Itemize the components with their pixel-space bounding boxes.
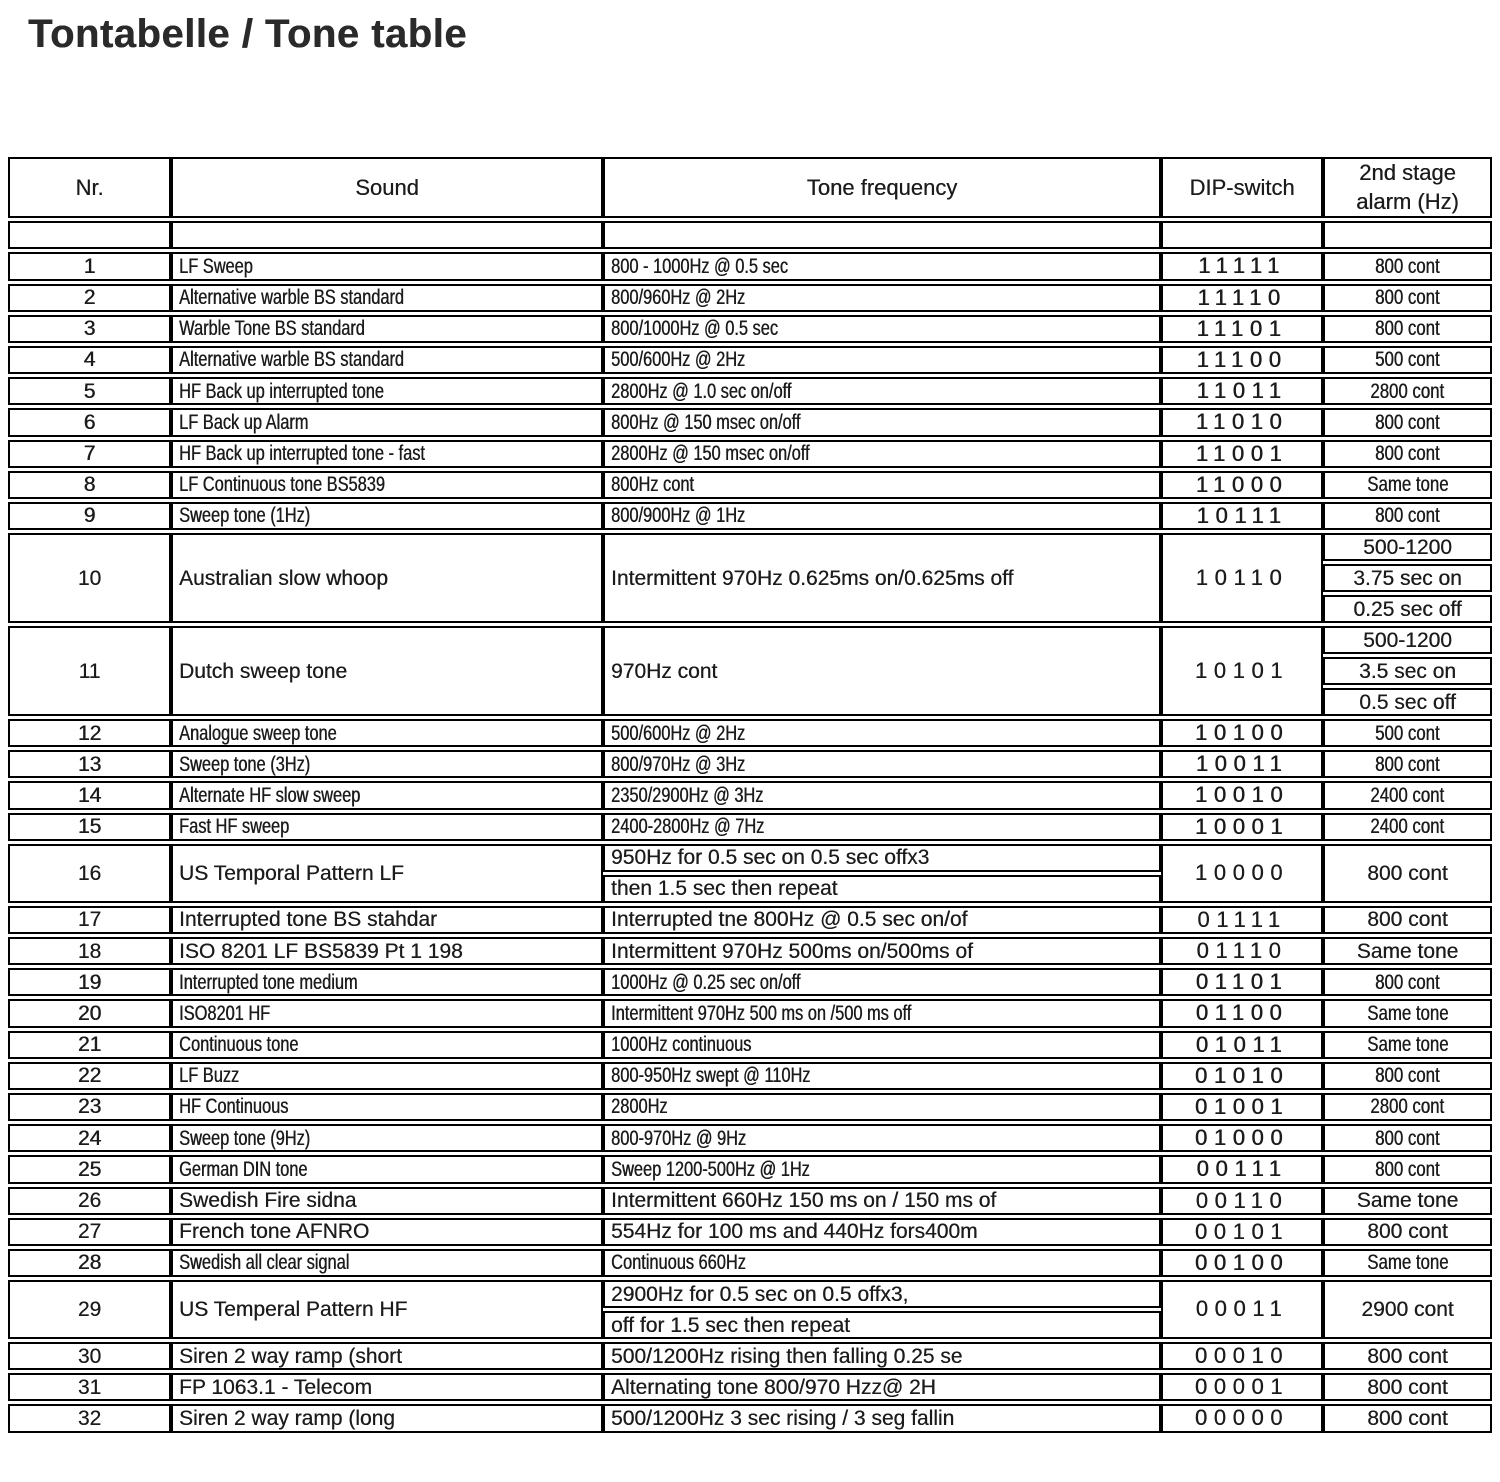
cell-nr: 26 — [8, 1187, 171, 1215]
cell-alarm: Same tone — [1323, 471, 1492, 499]
cell-alarm: 800 cont — [1323, 1062, 1492, 1090]
cell-nr: 25 — [8, 1155, 171, 1183]
cell-freq: 1000Hz @ 0.25 sec on/off — [603, 968, 1161, 996]
cell-nr: 2 — [8, 284, 171, 312]
page-title: Tontabelle / Tone table — [28, 12, 467, 56]
cell-sound: LF Buzz — [171, 1062, 603, 1090]
cell-nr: 32 — [8, 1404, 171, 1432]
cell-dip: 10000 — [1161, 844, 1323, 903]
header-row — [8, 157, 1492, 218]
cell-freq: off for 1.5 sec then repeat — [603, 1311, 1161, 1339]
cell-sound: Fast HF sweep — [171, 813, 603, 841]
cell-dip: 01110 — [1161, 937, 1323, 965]
cell-nr: 19 — [8, 968, 171, 996]
cell-sound — [171, 221, 603, 249]
cell-nr: 31 — [8, 1373, 171, 1401]
cell-freq: 554Hz for 100 ms and 440Hz fors400m — [603, 1218, 1161, 1246]
table-row — [8, 533, 1492, 561]
cell-alarm: 2400 cont — [1323, 781, 1492, 809]
cell-dip: 10010 — [1161, 781, 1323, 809]
cell-nr: 29 — [8, 1280, 171, 1339]
cell-freq: 500/1200Hz 3 sec rising / 3 seg fallin — [603, 1404, 1161, 1432]
cell-dip: 11000 — [1161, 471, 1323, 499]
cell-alarm: Same tone — [1323, 1187, 1492, 1215]
table-row — [8, 1280, 1492, 1308]
cell-dip: 10110 — [1161, 533, 1323, 623]
cell-dip — [1161, 221, 1323, 249]
cell-alarm: 800 cont — [1323, 440, 1492, 468]
cell-freq: 500/600Hz @ 2Hz — [603, 346, 1161, 374]
cell-alarm: 800 cont — [1323, 906, 1492, 934]
table-row — [8, 1062, 1492, 1090]
header-dip-switch: DIP-switch — [1161, 157, 1323, 218]
cell-nr: 6 — [8, 408, 171, 436]
cell-dip: 00100 — [1161, 1249, 1323, 1277]
cell-sound: Australian slow whoop — [171, 533, 603, 623]
table-row — [8, 1093, 1492, 1121]
header-2nd-stage-alarm — [1323, 157, 1492, 218]
cell-nr: 5 — [8, 377, 171, 405]
cell-dip: 00011 — [1161, 1280, 1323, 1339]
cell-dip: 01101 — [1161, 968, 1323, 996]
cell-nr: 17 — [8, 906, 171, 934]
table-row — [8, 252, 1492, 280]
cell-alarm: 500 cont — [1323, 719, 1492, 747]
cell-sound: Sweep tone (9Hz) — [171, 1124, 603, 1152]
cell-sound: HF Back up interrupted tone — [171, 377, 603, 405]
table-row — [8, 1187, 1492, 1215]
cell-freq: 970Hz cont — [603, 626, 1161, 716]
table-row — [8, 813, 1492, 841]
cell-nr: 9 — [8, 502, 171, 530]
header-alarm-line1: 2nd stage — [1359, 160, 1456, 185]
cell-dip: 11001 — [1161, 440, 1323, 468]
cell-freq: 2800Hz @ 1.0 sec on/off — [603, 377, 1161, 405]
cell-alarm: 800 cont — [1323, 1124, 1492, 1152]
cell-freq: 2800Hz @ 150 msec on/off — [603, 440, 1161, 468]
cell-nr: 8 — [8, 471, 171, 499]
cell-dip: 01010 — [1161, 1062, 1323, 1090]
tone-table — [8, 154, 1492, 1436]
cell-nr: 7 — [8, 440, 171, 468]
cell-freq: 2400-2800Hz @ 7Hz — [603, 813, 1161, 841]
cell-freq: Interrupted tne 800Hz @ 0.5 sec on/of — [603, 906, 1161, 934]
header-sound: Sound — [171, 157, 603, 218]
cell-alarm: 800 cont — [1323, 1218, 1492, 1246]
header-nr: Nr. — [8, 157, 171, 218]
cell-dip: 01001 — [1161, 1093, 1323, 1121]
cell-freq: 800Hz @ 150 msec on/off — [603, 408, 1161, 436]
cell-freq: 800/970Hz @ 3Hz — [603, 750, 1161, 778]
cell-freq: 800-950Hz swept @ 110Hz — [603, 1062, 1161, 1090]
cell-freq: 950Hz for 0.5 sec on 0.5 sec offx3 — [603, 844, 1161, 872]
cell-alarm: Same tone — [1323, 1249, 1492, 1277]
table-row — [8, 284, 1492, 312]
table-row — [8, 999, 1492, 1027]
cell-alarm: 3.5 sec on — [1323, 657, 1492, 685]
cell-dip: 10100 — [1161, 719, 1323, 747]
cell-alarm: 800 cont — [1323, 284, 1492, 312]
cell-alarm: 2800 cont — [1323, 1093, 1492, 1121]
cell-freq: Intermittent 970Hz 500ms on/500ms of — [603, 937, 1161, 965]
cell-dip: 11010 — [1161, 408, 1323, 436]
table-row — [8, 502, 1492, 530]
cell-nr: 18 — [8, 937, 171, 965]
cell-nr: 11 — [8, 626, 171, 716]
cell-nr: 15 — [8, 813, 171, 841]
cell-dip: 10001 — [1161, 813, 1323, 841]
cell-sound: LF Continuous tone BS5839 — [171, 471, 603, 499]
cell-freq: 500/1200Hz rising then falling 0.25 se — [603, 1342, 1161, 1370]
cell-sound: Alternative warble BS standard — [171, 346, 603, 374]
cell-dip: 11011 — [1161, 377, 1323, 405]
cell-dip: 01000 — [1161, 1124, 1323, 1152]
cell-sound: ISO8201 HF — [171, 999, 603, 1027]
cell-dip: 00110 — [1161, 1187, 1323, 1215]
cell-freq: Sweep 1200-500Hz @ 1Hz — [603, 1155, 1161, 1183]
cell-sound: Sweep tone (3Hz) — [171, 750, 603, 778]
cell-nr: 14 — [8, 781, 171, 809]
table-row — [8, 1155, 1492, 1183]
cell-nr — [8, 221, 171, 249]
cell-alarm — [1323, 221, 1492, 249]
cell-sound: Sweep tone (1Hz) — [171, 502, 603, 530]
cell-sound: Swedish Fire sidna — [171, 1187, 603, 1215]
cell-alarm: Same tone — [1323, 937, 1492, 965]
cell-sound: Analogue sweep tone — [171, 719, 603, 747]
cell-alarm: 800 cont — [1323, 252, 1492, 280]
cell-dip: 11110 — [1161, 284, 1323, 312]
cell-dip: 00101 — [1161, 1218, 1323, 1246]
cell-alarm: Same tone — [1323, 1031, 1492, 1059]
cell-nr: 28 — [8, 1249, 171, 1277]
table-row — [8, 937, 1492, 965]
cell-alarm: 800 cont — [1323, 1404, 1492, 1432]
cell-freq: Intermittent 970Hz 500 ms on /500 ms off — [603, 999, 1161, 1027]
table-row — [8, 1342, 1492, 1370]
cell-sound: Alternate HF slow sweep — [171, 781, 603, 809]
cell-freq: 800-970Hz @ 9Hz — [603, 1124, 1161, 1152]
cell-freq: then 1.5 sec then repeat — [603, 875, 1161, 903]
cell-sound: US Temporal Pattern LF — [171, 844, 603, 903]
cell-sound: HF Back up interrupted tone - fast — [171, 440, 603, 468]
cell-alarm: 800 cont — [1323, 502, 1492, 530]
cell-alarm: 0.5 sec off — [1323, 688, 1492, 716]
cell-freq: Alternating tone 800/970 Hzz@ 2H — [603, 1373, 1161, 1401]
table-row — [8, 471, 1492, 499]
cell-alarm: 800 cont — [1323, 1342, 1492, 1370]
cell-sound: Swedish all clear signal — [171, 1249, 603, 1277]
cell-sound: FP 1063.1 - Telecom — [171, 1373, 603, 1401]
cell-freq: 1000Hz continuous — [603, 1031, 1161, 1059]
cell-dip: 01111 — [1161, 906, 1323, 934]
blank-row — [8, 221, 1492, 249]
table-row — [8, 1373, 1492, 1401]
cell-alarm: 500-1200 — [1323, 533, 1492, 561]
table-row — [8, 750, 1492, 778]
header-tone-frequency: Tone frequency — [603, 157, 1161, 218]
cell-sound: Interrupted tone BS stahdar — [171, 906, 603, 934]
cell-sound: German DIN tone — [171, 1155, 603, 1183]
table-row — [8, 1031, 1492, 1059]
table-row — [8, 1218, 1492, 1246]
cell-sound: Dutch sweep tone — [171, 626, 603, 716]
cell-nr: 13 — [8, 750, 171, 778]
cell-sound: US Temperal Pattern HF — [171, 1280, 603, 1339]
cell-nr: 22 — [8, 1062, 171, 1090]
cell-dip: 01100 — [1161, 999, 1323, 1027]
cell-dip: 00001 — [1161, 1373, 1323, 1401]
cell-freq: 800/1000Hz @ 0.5 sec — [603, 315, 1161, 343]
cell-sound: Siren 2 way ramp (short — [171, 1342, 603, 1370]
cell-alarm: 800 cont — [1323, 750, 1492, 778]
cell-nr: 16 — [8, 844, 171, 903]
cell-dip: 00111 — [1161, 1155, 1323, 1183]
table-row — [8, 315, 1492, 343]
cell-dip: 11111 — [1161, 252, 1323, 280]
cell-dip: 10011 — [1161, 750, 1323, 778]
cell-alarm: 500 cont — [1323, 346, 1492, 374]
cell-nr: 30 — [8, 1342, 171, 1370]
cell-alarm: 800 cont — [1323, 1373, 1492, 1401]
cell-nr: 23 — [8, 1093, 171, 1121]
cell-alarm: Same tone — [1323, 999, 1492, 1027]
cell-dip: 01011 — [1161, 1031, 1323, 1059]
cell-dip: 11101 — [1161, 315, 1323, 343]
cell-nr: 4 — [8, 346, 171, 374]
cell-dip: 00010 — [1161, 1342, 1323, 1370]
cell-dip: 10111 — [1161, 502, 1323, 530]
cell-sound: Warble Tone BS standard — [171, 315, 603, 343]
cell-alarm: 800 cont — [1323, 844, 1492, 903]
cell-freq: 800 - 1000Hz @ 0.5 sec — [603, 252, 1161, 280]
cell-sound: Continuous tone — [171, 1031, 603, 1059]
cell-alarm: 500-1200 — [1323, 626, 1492, 654]
cell-sound: LF Back up Alarm — [171, 408, 603, 436]
cell-freq: Intermittent 660Hz 150 ms on / 150 ms of — [603, 1187, 1161, 1215]
cell-dip: 00000 — [1161, 1404, 1323, 1432]
cell-dip: 11100 — [1161, 346, 1323, 374]
cell-sound: Alternative warble BS standard — [171, 284, 603, 312]
cell-freq: 800/900Hz @ 1Hz — [603, 502, 1161, 530]
table-row — [8, 377, 1492, 405]
cell-alarm: 2900 cont — [1323, 1280, 1492, 1339]
table-row — [8, 346, 1492, 374]
table-row — [8, 440, 1492, 468]
table-row — [8, 1249, 1492, 1277]
cell-nr: 27 — [8, 1218, 171, 1246]
cell-freq: 800/960Hz @ 2Hz — [603, 284, 1161, 312]
cell-freq: 2900Hz for 0.5 sec on 0.5 offx3, — [603, 1280, 1161, 1308]
cell-alarm: 800 cont — [1323, 408, 1492, 436]
cell-nr: 12 — [8, 719, 171, 747]
cell-sound: Siren 2 way ramp (long — [171, 1404, 603, 1432]
cell-freq: Intermittent 970Hz 0.625ms on/0.625ms off — [603, 533, 1161, 623]
tone-table-body — [8, 221, 1492, 1432]
table-row — [8, 844, 1492, 872]
cell-nr: 20 — [8, 999, 171, 1027]
table-row — [8, 719, 1492, 747]
cell-nr: 3 — [8, 315, 171, 343]
cell-nr: 21 — [8, 1031, 171, 1059]
cell-alarm: 2400 cont — [1323, 813, 1492, 841]
header-alarm-line2: alarm (Hz) — [1356, 188, 1459, 214]
cell-freq: Continuous 660Hz — [603, 1249, 1161, 1277]
cell-freq: 2800Hz — [603, 1093, 1161, 1121]
cell-sound: Interrupted tone medium — [171, 968, 603, 996]
cell-sound: ISO 8201 LF BS5839 Pt 1 198 — [171, 937, 603, 965]
cell-freq: 500/600Hz @ 2Hz — [603, 719, 1161, 747]
cell-freq — [603, 221, 1161, 249]
cell-sound: LF Sweep — [171, 252, 603, 280]
table-row — [8, 781, 1492, 809]
cell-alarm: 0.25 sec off — [1323, 595, 1492, 623]
cell-freq: 2350/2900Hz @ 3Hz — [603, 781, 1161, 809]
cell-dip: 10101 — [1161, 626, 1323, 716]
cell-alarm: 800 cont — [1323, 968, 1492, 996]
cell-alarm: 800 cont — [1323, 1155, 1492, 1183]
cell-alarm: 800 cont — [1323, 315, 1492, 343]
cell-sound: HF Continuous — [171, 1093, 603, 1121]
table-row — [8, 1404, 1492, 1432]
cell-nr: 1 — [8, 252, 171, 280]
table-row — [8, 1124, 1492, 1152]
table-row — [8, 408, 1492, 436]
cell-alarm: 3.75 sec on — [1323, 564, 1492, 592]
cell-freq: 800Hz cont — [603, 471, 1161, 499]
cell-alarm: 2800 cont — [1323, 377, 1492, 405]
table-row — [8, 626, 1492, 654]
table-row — [8, 906, 1492, 934]
cell-sound: French tone AFNRO — [171, 1218, 603, 1246]
cell-nr: 10 — [8, 533, 171, 623]
cell-nr: 24 — [8, 1124, 171, 1152]
table-row — [8, 968, 1492, 996]
